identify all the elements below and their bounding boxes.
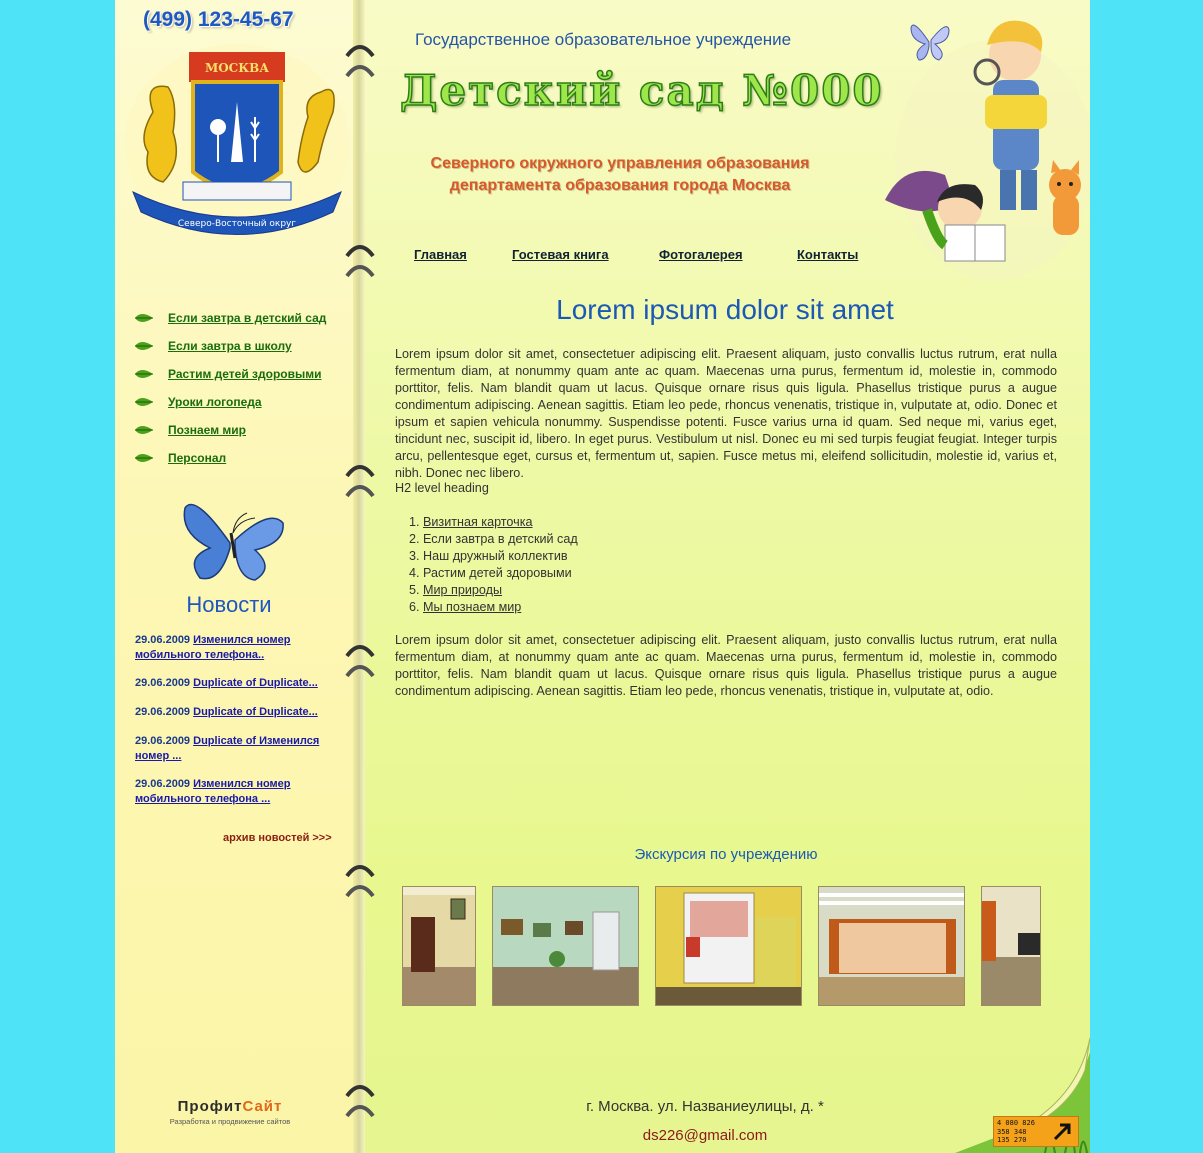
news-link[interactable]: Duplicate of Изменился номер ... <box>135 735 320 762</box>
sidebar-menu-link[interactable]: Уроки логопеда <box>168 395 262 409</box>
news-link[interactable]: Duplicate of Duplicate... <box>193 706 318 718</box>
sidebar-menu-item[interactable] <box>125 304 350 332</box>
nav-link-guestbook[interactable]: Гостевая книга <box>512 247 609 262</box>
arrow-leaf-icon <box>133 365 155 383</box>
ring-icon <box>343 858 377 900</box>
sidebar-menu-item[interactable] <box>125 388 350 416</box>
developer-brand-logo[interactable] <box>155 1098 305 1126</box>
arrow-leaf-icon <box>133 421 155 439</box>
paragraph: Lorem ipsum dolor sit amet, consectetuer adipiscing elit. Praesent aliquam, justo convallis luctus rutrum, erat nulla fermentum diam, at nonummy quam ante ac quam. Maecenas urna purus, fermentum id, molestie in, commodo porttitor, felis. Nam blandit quam ut lacus. Quisque ornare risus quis ligula. Phasellus tristique purus a augue condimentum adipiscing. Aenean sagittis. Etiam leo pede, rhoncus venenatis, tristique in, vulputate at, odio. <box>395 633 1057 698</box>
sidebar-menu-link[interactable]: Если завтра в детский сад <box>168 311 327 325</box>
list-item[interactable] <box>423 582 578 599</box>
sidebar-menu <box>125 304 350 472</box>
address: г. Москва. ул. Названиеулицы, д. * <box>586 1098 824 1115</box>
email-link[interactable]: ds226@gmail.com <box>642 1127 768 1144</box>
ring-icon <box>343 638 377 680</box>
news-date: 29.06.2009 <box>135 677 191 689</box>
news-item <box>135 676 340 691</box>
institution-type: Государственное образовательное учреждение <box>415 30 792 49</box>
list-link[interactable]: Мир природы <box>423 583 503 597</box>
list-item: 2. Если завтра в детский сад <box>423 531 578 548</box>
list-item[interactable] <box>423 599 578 616</box>
list-link[interactable]: Визитная карточка <box>423 515 533 529</box>
list-item[interactable] <box>423 514 578 531</box>
news-date: 29.06.2009 <box>135 634 191 646</box>
sidebar-menu-link[interactable]: Если завтра в школу <box>168 339 292 353</box>
list-link[interactable]: Мы познаем мир <box>423 600 522 614</box>
news-date: 29.06.2009 <box>135 706 191 718</box>
news-item <box>135 633 340 663</box>
butterfly-icon <box>175 488 290 588</box>
paragraph: Lorem ipsum dolor sit amet, consectetuer adipiscing elit. Praesent aliquam, justo convallis luctus rutrum, erat nulla fermentum diam, at nonummy quam ante ac quam. Maecenas urna purus, fermentum id, molestie in, commodo porttitor, felis. Nam blandit quam ut lacus. Quisque ornare risus quis ligula. Phasellus tristique purus a augue condimentum adipiscing. Aenean sagittis. Etiam leo pede, rhoncus venenatis, tristique in, vulputate at, odio. Donec et ipsum et sapien vehicula nonummy. Suspendisse potenti. Fusce varius urna id quam. Sed neque mi, varius eget, tincidunt nec, suscipit id, libero. In eget purus. Vestibulum ut nisl. Donec eu mi sed turpis feugiat feugiat. Integer turpis arcu, pellentesque eget, cursus et, fermentum ut, sapien. Fusce metus mi, eleifend sollicitudin, molestie id, varius et, nibh. Donec nec libero. <box>395 347 1057 480</box>
page-heading: Lorem ipsum dolor sit amet <box>556 294 894 325</box>
sidebar-menu-link[interactable]: Познаем мир <box>168 423 246 437</box>
news-date: 29.06.2009 <box>135 778 191 790</box>
gallery-photo[interactable] <box>492 886 639 1006</box>
ring-icon <box>343 458 377 500</box>
subtitle-line: департамента образования города Москва <box>449 177 791 194</box>
visitor-counter[interactable] <box>993 1116 1079 1147</box>
nav-link-contacts[interactable]: Контакты <box>797 247 859 262</box>
counter-line: 358 348 <box>997 1127 1027 1136</box>
coat-of-arms-logo <box>123 42 351 242</box>
news-archive-link[interactable]: архив новостей >>> <box>223 832 332 844</box>
content-list <box>395 514 578 616</box>
tour-title: Экскурсия по учреждению <box>634 846 818 863</box>
site-subtitle <box>385 153 855 197</box>
notebook-binding <box>353 0 365 1153</box>
h2-heading: H2 level heading <box>395 481 489 495</box>
news-item <box>135 705 340 720</box>
list-item: 4. Растим детей здоровыми <box>423 565 578 582</box>
arrow-leaf-icon <box>133 393 155 411</box>
ring-icon <box>343 238 377 280</box>
news-date: 29.06.2009 <box>135 735 191 747</box>
ring-icon <box>343 1078 377 1120</box>
sidebar-menu-item[interactable] <box>125 416 350 444</box>
gallery-photo[interactable] <box>655 886 802 1006</box>
counter-line: 4 080 826 <box>997 1119 1035 1127</box>
arrow-up-right-icon <box>1052 1120 1074 1142</box>
brand-tagline: Разработка и продвижение сайтов <box>169 1117 291 1126</box>
coat-ribbon-text: Северо-Восточный округ <box>177 219 297 229</box>
phone-number: (499) 123-45-67 <box>143 8 294 31</box>
sidebar-menu-item[interactable] <box>125 360 350 388</box>
arrow-leaf-icon <box>133 309 155 327</box>
gallery-photo[interactable] <box>818 886 965 1006</box>
page <box>115 0 1090 1153</box>
news-link[interactable]: Изменился номер мобильного телефона.. <box>135 634 291 661</box>
arrow-leaf-icon <box>133 337 155 355</box>
gallery-photo[interactable] <box>402 886 476 1006</box>
news-title: Новости <box>186 592 272 617</box>
children-reading-illustration <box>875 10 1090 280</box>
list-item: 3. Наш дружный коллектив <box>423 548 578 565</box>
news-item <box>135 777 340 807</box>
nav-link-photogallery[interactable]: Фотогалерея <box>659 247 743 262</box>
sidebar-menu-item[interactable] <box>125 332 350 360</box>
brand-name-part2: Сайт <box>242 1098 283 1115</box>
news-link[interactable]: Duplicate of Duplicate... <box>193 677 318 689</box>
sidebar-menu-item[interactable] <box>125 444 350 472</box>
left-sidebar <box>115 0 360 1153</box>
news-item <box>135 734 340 764</box>
sidebar-menu-link[interactable]: Персонал <box>168 451 227 465</box>
brand-name-part1: Профит <box>177 1098 243 1115</box>
subtitle-line: Северного окружного управления образования <box>430 155 810 172</box>
sidebar-menu-link[interactable]: Растим детей здоровыми <box>168 367 322 381</box>
news-link[interactable]: Изменился номер мобильного телефона ... <box>135 778 291 805</box>
ring-icon <box>343 38 377 80</box>
site-title: Детский сад №000 <box>400 66 884 115</box>
gallery-photo[interactable] <box>981 886 1041 1006</box>
counter-line: 135 270 <box>997 1136 1027 1144</box>
coat-top-text: МОСКВА <box>204 61 270 75</box>
nav-link-home[interactable]: Главная <box>414 247 467 262</box>
arrow-leaf-icon <box>133 449 155 467</box>
